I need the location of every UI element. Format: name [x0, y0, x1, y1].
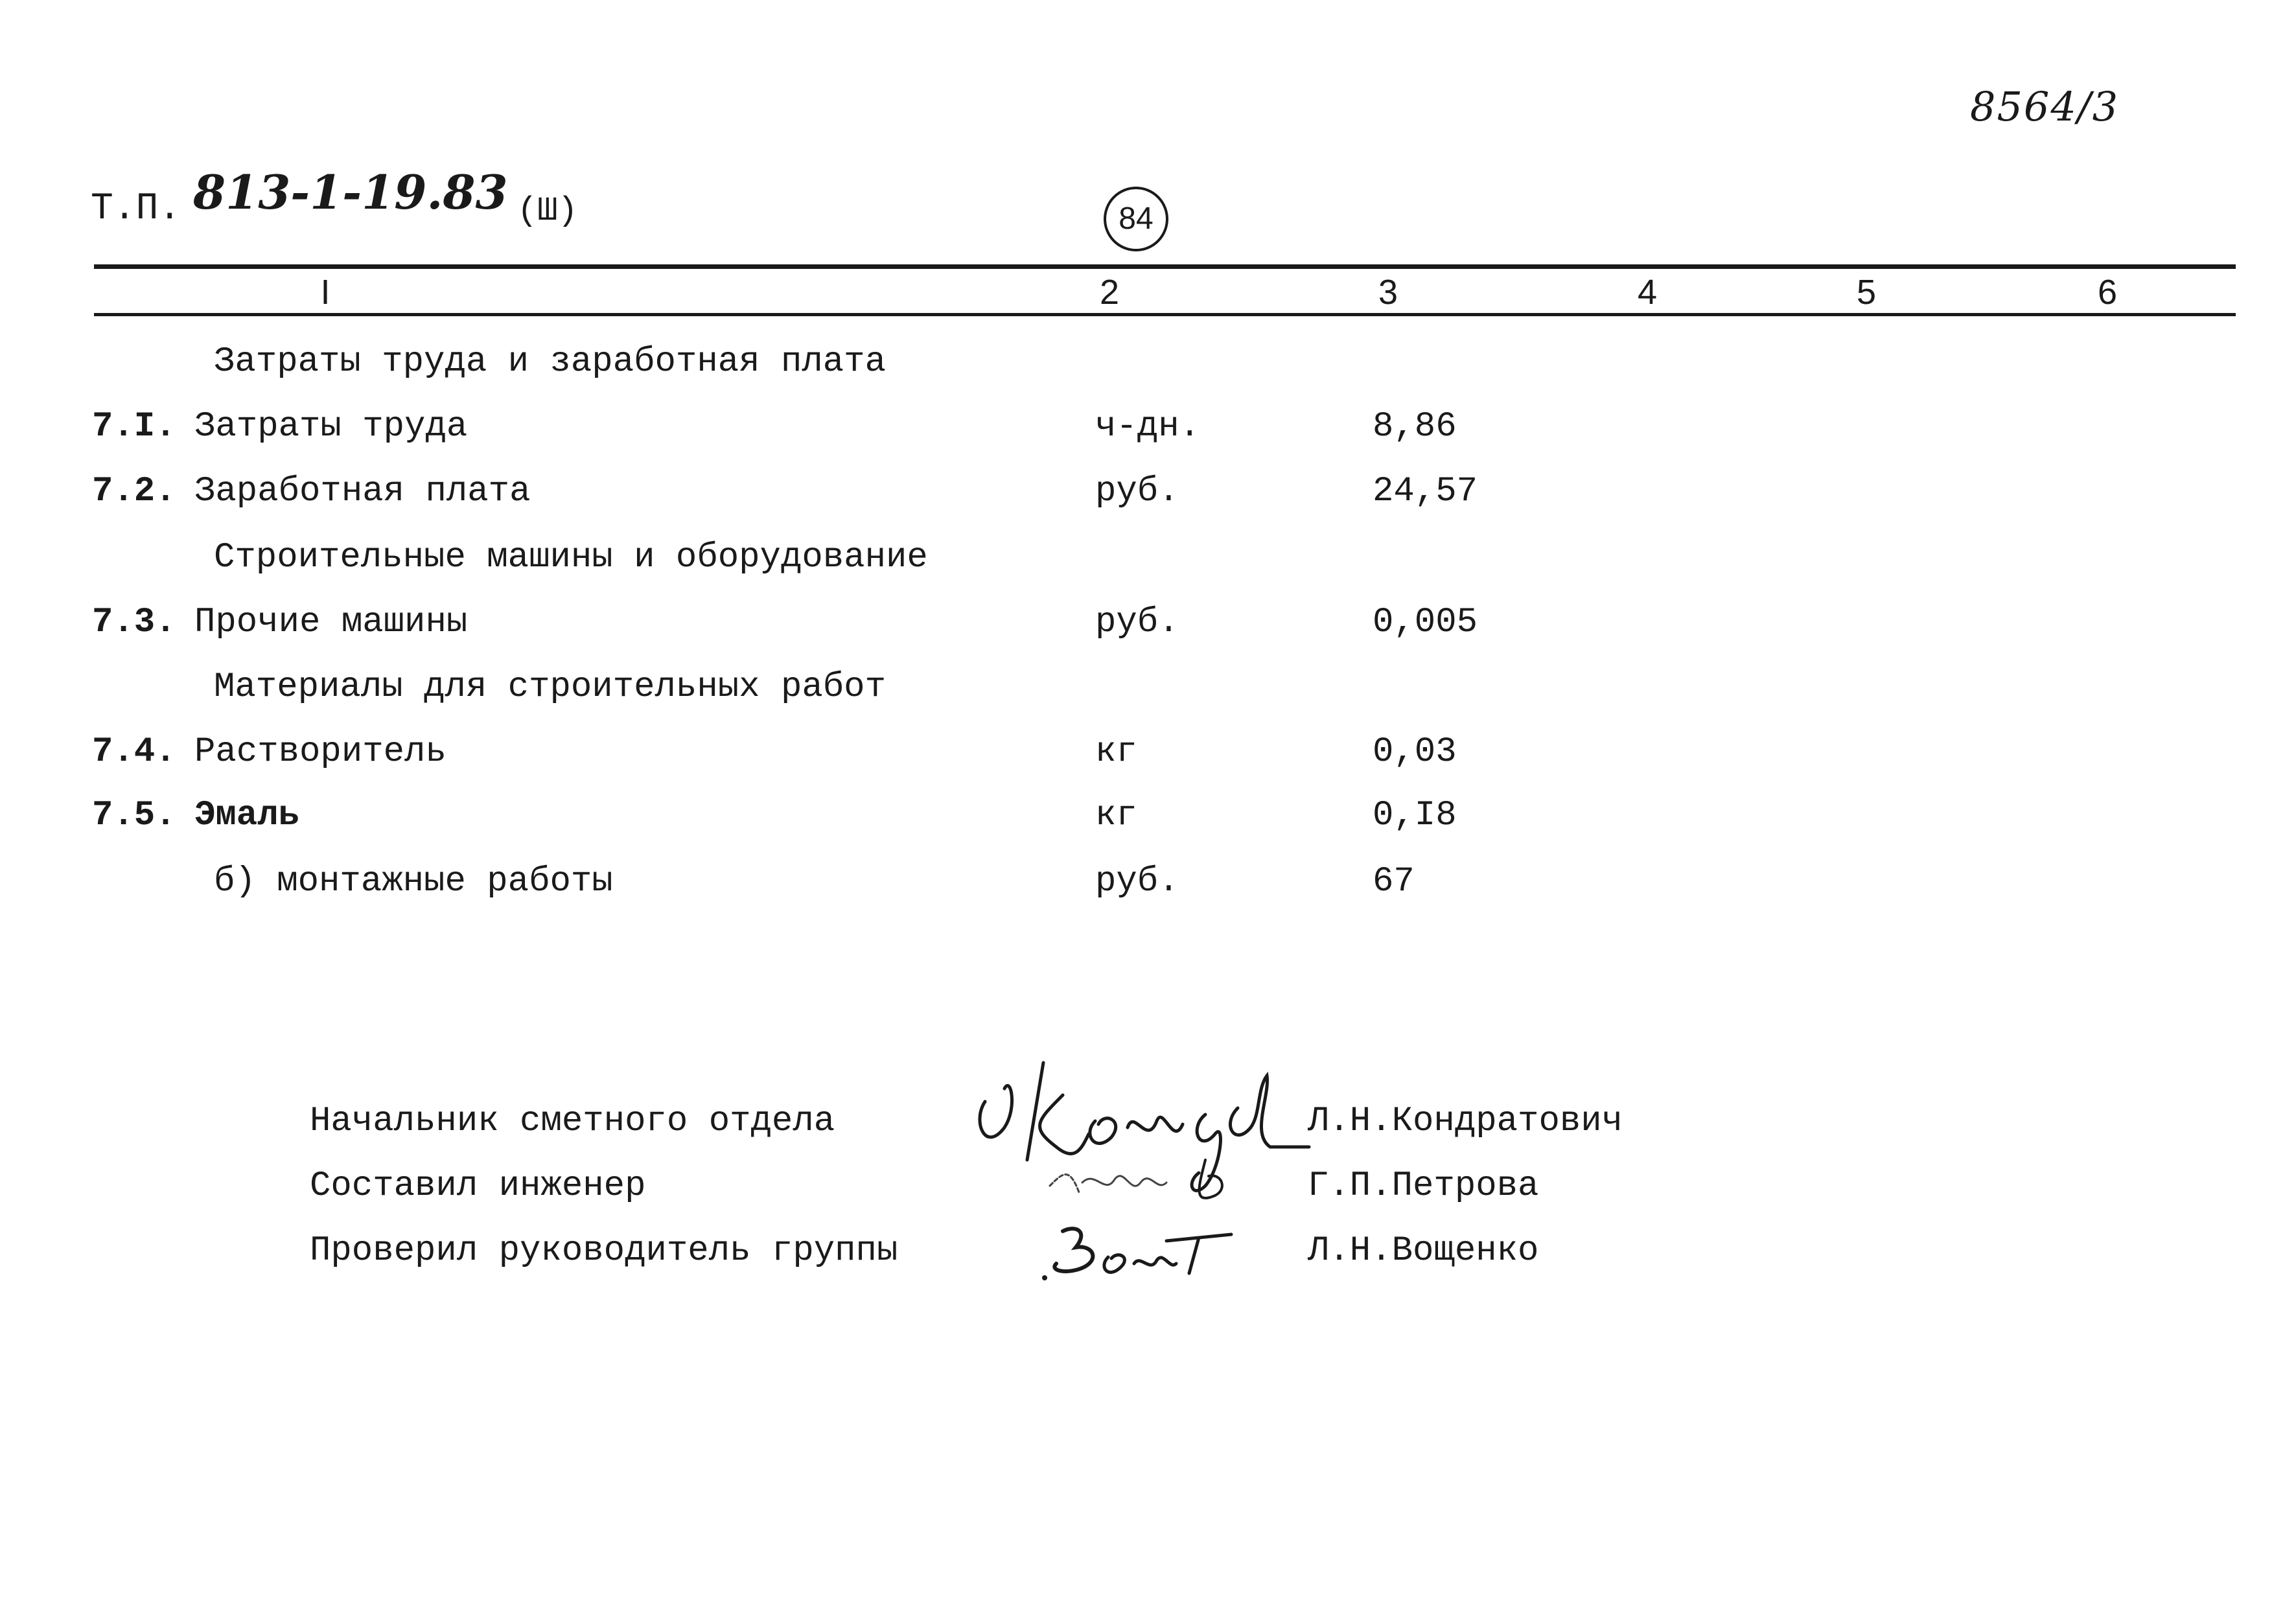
row-number: 7.4.: [92, 732, 176, 772]
row-unit: руб.: [1095, 472, 1179, 511]
signature-role-group-lead: Проверил руководитель группы: [310, 1231, 898, 1271]
table-row: [0, 603, 2296, 667]
signature-name-engineer: Г.П.Петрова: [1308, 1166, 1539, 1206]
row-value: 67: [1373, 862, 1415, 901]
column-header-5: 5: [1856, 273, 1877, 312]
signature-role-chief: Начальник сметного отдела: [310, 1102, 835, 1141]
column-header-6: 6: [2097, 273, 2118, 312]
row-label: б) монтажные работы: [214, 862, 613, 901]
row-unit: кг: [1095, 732, 1137, 772]
row-label: Затраты труда: [194, 407, 468, 446]
table-row: [0, 862, 2296, 927]
column-header-3: 3: [1378, 273, 1398, 312]
table-row: [0, 667, 2296, 732]
section-heading: Материалы для строительных работ: [214, 667, 886, 707]
row-label: Растворитель: [194, 732, 446, 772]
row-label: Эмаль: [194, 796, 300, 835]
row-unit: руб.: [1095, 603, 1179, 642]
row-unit: кг: [1095, 796, 1137, 835]
tp-label: Т.П.: [91, 188, 181, 230]
table-rule-top: [94, 264, 2236, 269]
row-value: 0,I8: [1373, 796, 1457, 835]
row-label: Прочие машины: [194, 603, 468, 642]
row-number: 7.5.: [92, 796, 176, 835]
section-heading: Затраты труда и заработная плата: [214, 342, 886, 382]
column-header-4: 4: [1637, 273, 1658, 312]
row-unit: руб.: [1095, 862, 1179, 901]
tp-number: 813-1-19.83: [193, 165, 508, 220]
table-row: [0, 732, 2296, 797]
row-number: 7.I.: [92, 407, 176, 446]
row-value: 0,005: [1373, 603, 1478, 642]
section-heading: Строительные машины и оборудование: [214, 538, 928, 577]
document-number: 8564/3: [1970, 83, 2120, 130]
page-number: 84: [1104, 187, 1168, 251]
signature-role-engineer: Составил инженер: [310, 1166, 646, 1206]
column-header-1: I: [320, 273, 330, 312]
table-row: [0, 796, 2296, 861]
table-row: [0, 538, 2296, 603]
signature-name-chief: Л.Н.Кондратович: [1308, 1102, 1623, 1141]
handwritten-signature-engineer: [1043, 1147, 1251, 1212]
signature-name-group-lead: Л.Н.Вощенко: [1308, 1231, 1539, 1271]
column-header-2: 2: [1099, 273, 1120, 312]
handwritten-signature-group-lead: [1037, 1218, 1244, 1289]
row-value: 8,86: [1373, 407, 1457, 446]
table-row: [0, 342, 2296, 407]
row-unit: ч-дн.: [1095, 407, 1201, 446]
table-rule-bottom: [94, 313, 2236, 316]
tp-part: (Ш): [517, 192, 578, 230]
row-number: 7.3.: [92, 603, 176, 642]
row-label: Заработная плата: [194, 472, 531, 511]
row-value: 0,03: [1373, 732, 1457, 772]
table-row: [0, 472, 2296, 537]
table-row: [0, 407, 2296, 472]
row-number: 7.2.: [92, 472, 176, 511]
row-value: 24,57: [1373, 472, 1478, 511]
